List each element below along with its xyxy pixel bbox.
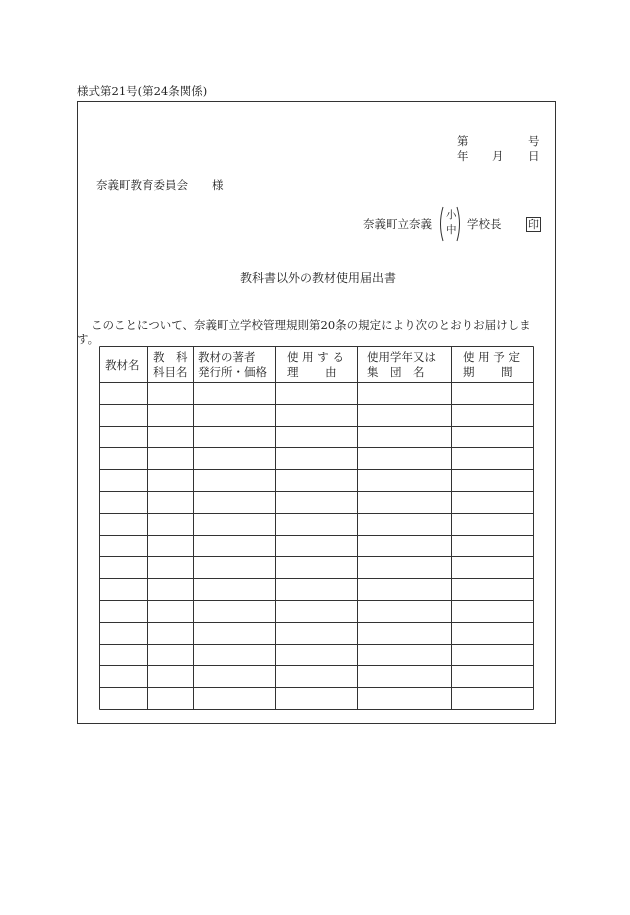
seal-mark: 印 (528, 218, 539, 231)
header-material-name: 教材名 (105, 358, 140, 372)
document-number-go: 号 (528, 134, 540, 148)
school-type-elementary: 小 (446, 209, 457, 221)
header-reason-1: 使 用 す る (287, 350, 344, 364)
header-grade-1: 使用学年又は (367, 350, 436, 364)
document-number-dai: 第 (457, 134, 469, 148)
header-author-1: 教材の著者 (198, 350, 256, 364)
header-reason-2: 理 由 (287, 365, 337, 379)
form-number-label: 様式第21号(第24条関係) (77, 84, 208, 98)
header-period-2: 期 間 (463, 365, 513, 379)
date-year: 年 (457, 149, 469, 163)
date-month: 月 (492, 149, 504, 163)
document-title: 教科書以外の教材使用届出書 (240, 271, 397, 285)
sender-title: 学校長 (467, 217, 502, 231)
sender-school-prefix: 奈義町立奈義 (363, 217, 432, 231)
header-period-1: 使 用 予 定 (463, 350, 520, 364)
body-text-line-1: このことについて、奈義町立学校管理規則第20条の規定により次のとおりお届けしま (91, 318, 531, 332)
date-day: 日 (528, 149, 540, 163)
header-subject-1: 教 科 (153, 350, 188, 364)
header-grade-2: 集 団 名 (367, 365, 425, 379)
school-type-middle: 中 (446, 224, 457, 236)
header-subject-2: 科目名 (153, 365, 188, 379)
addressee-name: 奈義町教育委員会 (96, 178, 188, 192)
header-author-2: 発行所・価格 (198, 365, 267, 379)
addressee-honorific: 様 (212, 178, 224, 192)
body-text-line-2: す。 (77, 332, 100, 346)
materials-table-lines (99, 346, 535, 710)
